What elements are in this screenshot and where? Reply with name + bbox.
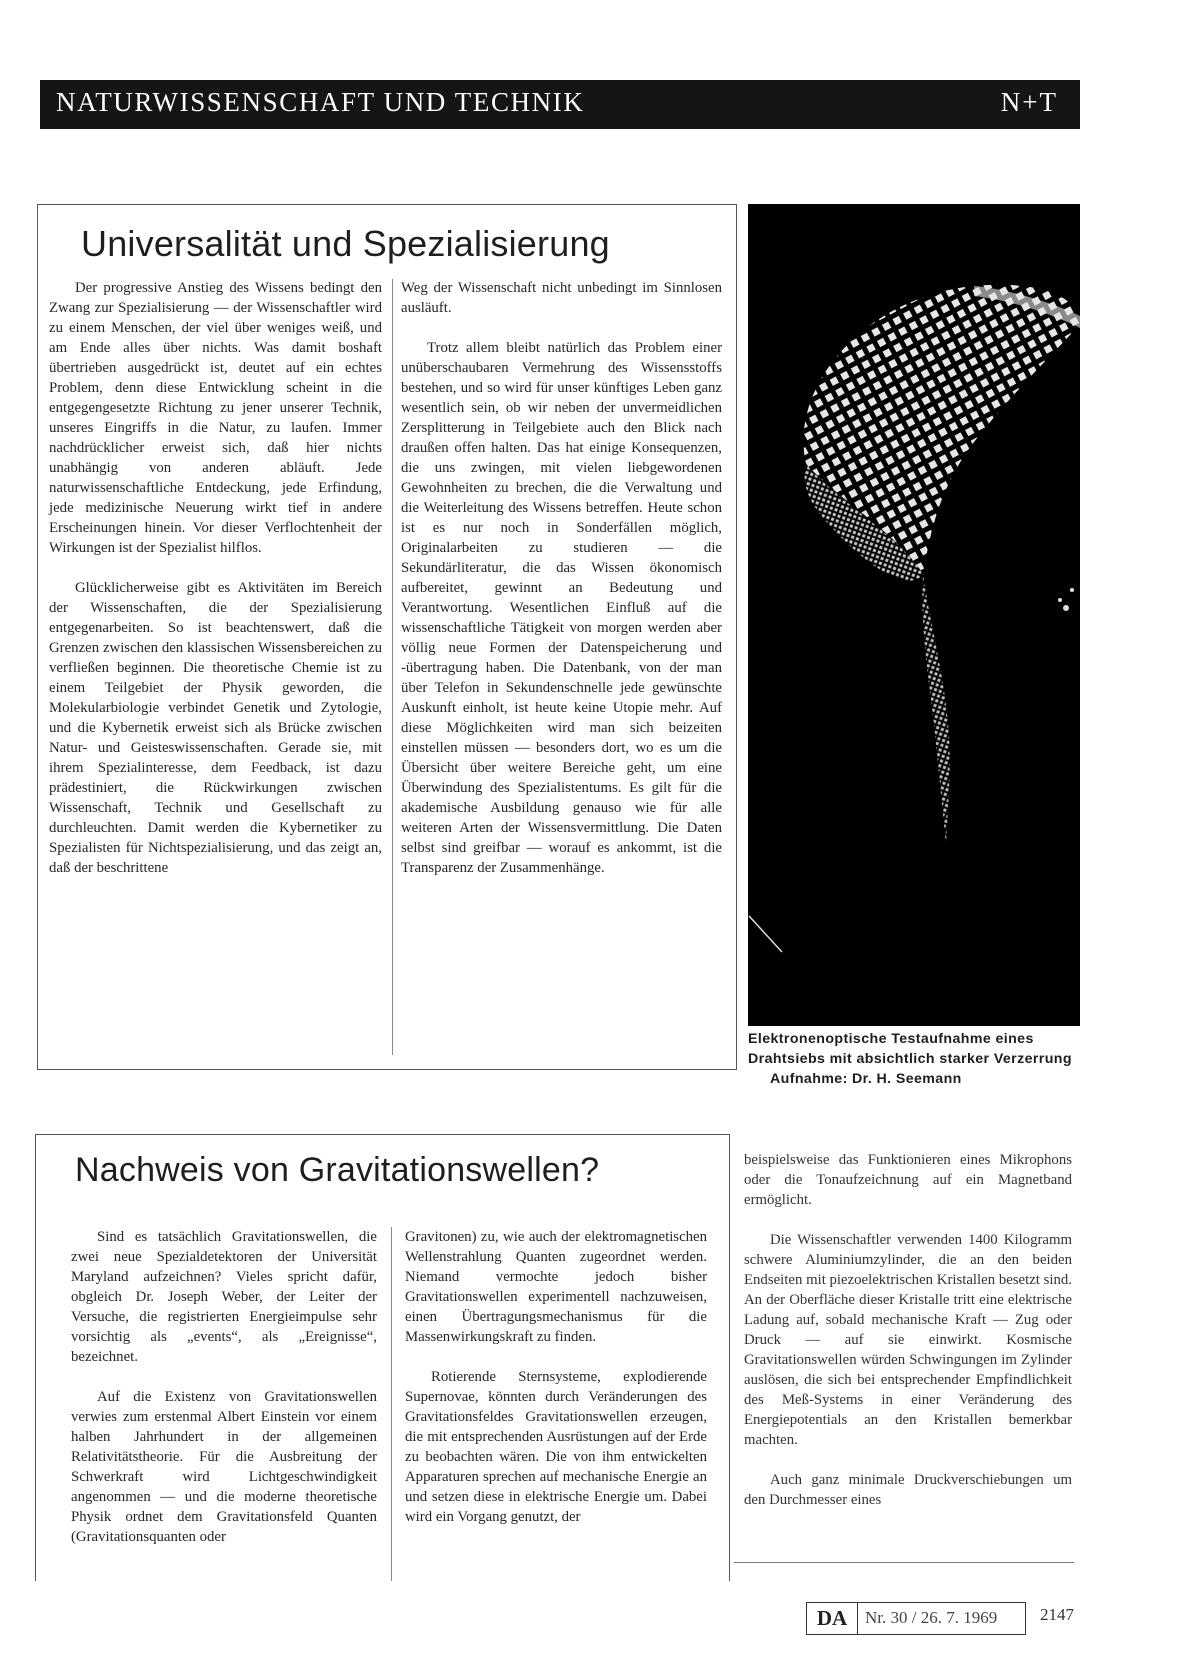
- column-end-rule: [734, 1562, 1074, 1563]
- article-universalitaet: [37, 204, 737, 1070]
- paragraph: beispielsweise das Funktionieren eines Mikrophons oder die Tonaufzeichnung auf ein Magnetband ermöglicht.: [744, 1152, 1072, 1208]
- publication-logo: DA: [807, 1603, 858, 1634]
- column-divider: [391, 1227, 392, 1581]
- paragraph: Auf die Existenz von Gravitationswellen verwies zum erstenmal Albert Einstein vor einem halben Jahrhundert in der allgemeinen Relativitätstheorie. Für die Ausbreitung der Schwerkraft wird Lichtgeschwindigkeit angenommen — und die moderne theoretische Physik ordnet dem Gravitationsfeld Quanten (Gravitationsquanten oder: [71, 1389, 377, 1545]
- paragraph: Die Wissenschaftler verwenden 1400 Kilogramm schwere Aluminiumzylinder, die an den beiden Endseiten mit piezoelektrischen Kristallen besetzt sind. An der Oberfläche dieser Kristalle tritt eine elektrische Ladung auf, sobald mechanische Kraft — Zug oder Druck — auf sie einwirkt. Kosmische Gravitationswellen würden Schwingungen im Zylinder auslösen, die sich bei entsprechender Empfindlichkeit des Meß-Systems in einer Veränderung des Energiepotentials an den Kristallen bemerkbar machten.: [744, 1232, 1072, 1448]
- paragraph: Trotz allem bleibt natürlich das Problem einer unüberschaubaren Vermehrung des Wissensstoffs bestehen, und so wird für unser künftiges Leben ganz wesentlich sein, ob wir neben der unvermeidlichen Zersplitterung in Teilgebiete auch den Blick nach draußen offen halten. Das hat einige Konsequenzen, die uns zwingen, mit vielen liebgewordenen Gewohnheiten zu brechen, die die Verwaltung und die Weiterleitung des Wissens betreffen. Heute schon ist es nur noch in Sonderfällen möglich, Originalarbeiten zu studieren — die Sekundärliteratur, die das Wissen ökonomisch aufbereitet, gewinnt an Bedeutung und Verantwortung. Wesentlichen Einfluß auf die wissenschaftliche Tätigkeit von morgen werden aber völlig neue Formen der Datenspeicherung und -übertragung haben. Die Datenbank, von der man über Telefon in Sekundenschnelle jede gewünschte Auskunft einholt, ist heute keine Utopie mehr. Auf diese Möglichkeiten wird man sich beizeiten einstellen müssen — besonders dort, wo es um die Übersicht über weitere Bereiche geht, um eine Überwindung des Spezialistentums. Es gilt für die akademische Ausbildung genauso wie für alle weiteren Arten der Wissensvermittlung. Die Daten selbst sind greifbar — worauf es ankommt, ist die Transparenz der Zusammenhänge.: [401, 340, 722, 876]
- section-header-bar: [40, 80, 1080, 129]
- paragraph: Rotierende Sternsysteme, explodierende Supernovae, könnten durch Veränderungen des Gravitationsfeldes Gravitationswellen erzeugen, die mit entsprechenden Ausrüstungen auf der Erde zu beobachten wären. Die von ihm entwickelten Apparaturen sprechen auf mechanische Energie an und setzen diese in elektrische Energie um. Dabei wird ein Vorgang genutzt, der: [405, 1369, 707, 1525]
- section-code: N+T: [1000, 87, 1058, 117]
- paragraph: Weg der Wissenschaft nicht unbedingt im Sinnlosen ausläuft.: [401, 280, 722, 316]
- article-column-2: [405, 1227, 707, 1527]
- wire-mesh-photo: [748, 204, 1080, 1026]
- column-divider: [392, 279, 393, 1055]
- paragraph: Der progressive Anstieg des Wissens bedingt den Zwang zur Spezialisierung — der Wissenschaftler wird zu einem Menschen, der viel über weniges weiß, und am Ende alles über nichts. Was damit boshaft übertrieben ausgedrückt ist, deutet auf ein echtes Problem, denn diese Entwicklung scheint in die entgegengesetzte Richtung zu jener unserer Technik, unseres Eingriffs in die Natur, zu laufen. Immer nachdrücklicher erweist sich, daß hier nichts unabhängig von anderen abläuft. Jede naturwissenschaftliche Entdeckung, jede Erfindung, jede medizinische Neuerung wirkt tief in andere Erscheinungen hinein. Vor dieser Verflochtenheit der Wirkungen ist der Spezialist hilflos.: [49, 280, 382, 556]
- article-column-2: [401, 278, 722, 878]
- issue-box: [806, 1602, 1026, 1635]
- article-headline: Universalität und Spezialisierung: [81, 223, 610, 264]
- photo-caption: [748, 1029, 1080, 1089]
- page-number: 2147: [1040, 1605, 1074, 1624]
- paragraph: Sind es tatsächlich Gravitationswellen, die zwei neue Spezialdetektoren der Universität Maryland aufzeichnen? Vieles spricht dafür, obgleich Dr. Joseph Weber, der Leiter der Versuche, die registrierten Energieimpulse sehr vorsichtig als „events“, als „Ereignisse“, bezeichnet.: [71, 1229, 377, 1365]
- paragraph: Gravitonen) zu, wie auch der elektromagnetischen Wellenstrahlung Quanten zugeordnet werden. Niemand vermochte jedoch bisher Gravitationswellen experimentell nachzuweisen, einen Übertragungsmechanismus für die Massenwirkungskraft zu finden.: [405, 1229, 707, 1345]
- paragraph: Glücklicherweise gibt es Aktivitäten im Bereich der Wissenschaften, die der Spezialisierung entgegenarbeiten. So ist beachtenswert, daß die Grenzen zwischen den klassischen Wissensbereichen zu verfließen beginnen. Die theoretische Chemie ist zu einem Teilgebiet der Physik geworden, die Molekularbiologie verbindet Genetik und Zytologie, und die Kybernetik erweist sich als Brücke zwischen Natur- und Geisteswissenschaften. Gerade sie, mit ihrem Spezialinteresse, dem Feedback, ist dazu prädestiniert, die Rückwirkungen zwischen Wissenschaft, Technik und Gesellschaft zu durchleuchten. Damit werden die Kybernetiker zu Spezialisten für Nichtspezialisierung, und das zeigt an, daß der beschrittene: [49, 580, 382, 876]
- article-column-3: [744, 1150, 1072, 1510]
- photo-credit: Aufnahme: Dr. H. Seemann: [770, 1071, 962, 1087]
- issue-number: Nr. 30 / 26. 7. 1969: [865, 1608, 998, 1627]
- distorted-mesh-image: [748, 204, 1080, 1026]
- article-headline: Nachweis von Gravitationswellen?: [75, 1151, 600, 1189]
- paragraph: Auch ganz minimale Druckverschiebungen um den Durchmesser eines: [744, 1472, 1072, 1508]
- article-column-1: [49, 278, 382, 878]
- article-gravitationswellen: [35, 1134, 730, 1581]
- caption-text: Elektronenoptische Testaufnahme eines Drahtsiebs mit absichtlich starker Verzerrung: [748, 1031, 1072, 1067]
- article-column-1: [71, 1227, 377, 1547]
- section-title: NATURWISSENSCHAFT UND TECHNIK: [56, 87, 585, 117]
